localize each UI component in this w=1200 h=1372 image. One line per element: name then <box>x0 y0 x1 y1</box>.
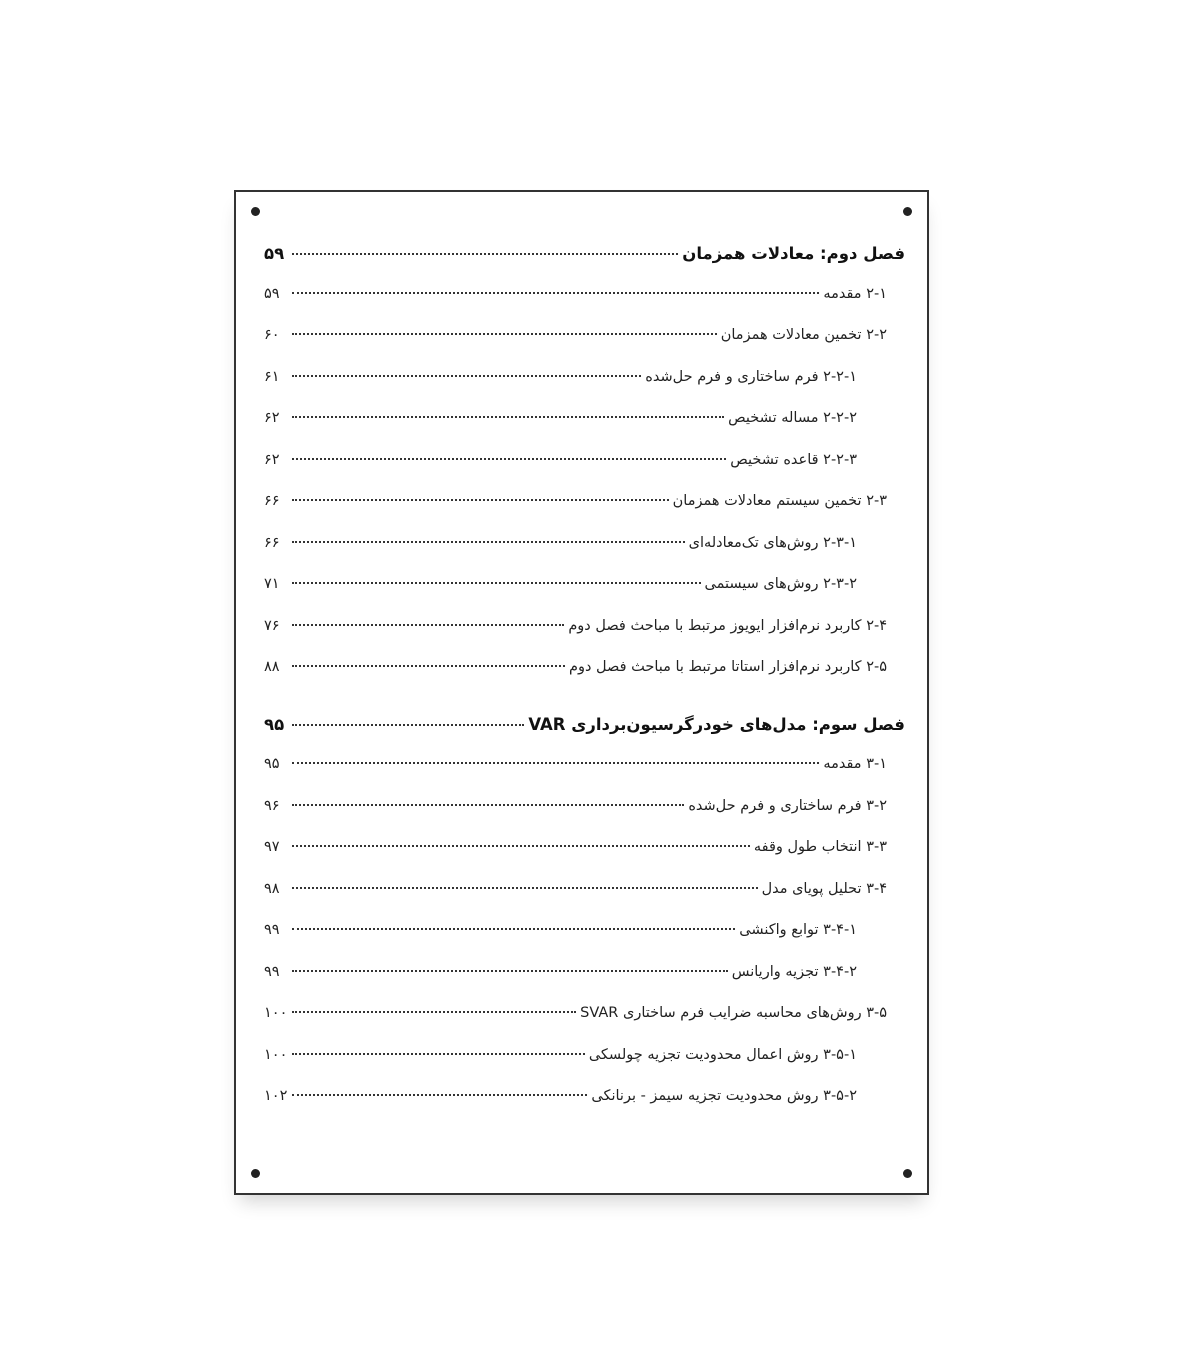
toc-page-number: ۶۶ <box>264 534 280 551</box>
dot-leader <box>292 624 564 626</box>
toc-page-number: ۵۹ <box>264 244 285 263</box>
dot-leader <box>292 1053 585 1055</box>
dot-leader <box>292 1094 587 1096</box>
toc-entry <box>264 756 905 798</box>
dot-leader <box>292 1011 576 1013</box>
toc-entry-title: ۳-۲ فرم ساختاری و فرم حل‌شده <box>688 797 887 814</box>
toc-entry <box>264 493 905 535</box>
toc-page-number: ۶۲ <box>264 410 280 426</box>
toc-page-number: ۹۷ <box>264 839 280 855</box>
dot-leader <box>292 375 641 377</box>
toc-entry <box>264 1047 905 1089</box>
toc-page-number: ۹۸ <box>264 880 280 897</box>
toc-entry <box>264 327 905 369</box>
dot-leader <box>292 762 819 764</box>
toc-page-number: ۹۹ <box>264 922 280 938</box>
dot-leader <box>292 582 701 584</box>
corner-dot-icon <box>251 207 260 216</box>
corner-dot-icon <box>903 207 912 216</box>
toc-page-number: ۱۰۰ <box>264 1046 288 1063</box>
toc-entry-title: فصل دوم: معادلات همزمان <box>682 244 905 263</box>
toc-entry-title: ۲-۲-۲ مساله تشخیص <box>728 410 857 426</box>
toc-entry <box>264 535 905 577</box>
toc-entry-title: ۲-۲ تخمین معادلات همزمان <box>720 327 887 343</box>
toc-entry-title: ۳-۵ روش‌های محاسبه ضرایب فرم ساختاری SVAR <box>580 1005 887 1021</box>
toc-page-number: ۱۰۰ <box>264 1005 288 1021</box>
toc-entry <box>264 618 905 660</box>
dot-leader <box>292 333 717 335</box>
dot-leader <box>292 253 678 255</box>
toc-entry-title: فصل سوم: مدل‌های خودرگرسیون‌برداری VAR <box>528 714 905 734</box>
toc-entry-title: ۲-۲-۱ فرم ساختاری و فرم حل‌شده <box>645 368 857 385</box>
table-of-contents <box>264 244 905 1130</box>
toc-entry <box>264 659 905 701</box>
toc-page-number: ۹۵ <box>264 714 285 734</box>
toc-entry-title: ۳-۴-۲ تجزیه واریانس <box>731 963 857 980</box>
toc-entry-title: ۳-۱ مقدمه <box>823 756 887 772</box>
dot-leader <box>292 845 750 847</box>
toc-page-number: ۷۱ <box>264 576 280 592</box>
dot-leader <box>292 665 565 667</box>
toc-entry <box>264 1088 905 1130</box>
toc-entry <box>264 881 905 923</box>
toc-entry-title: ۳-۳ انتخاب طول وقفه <box>753 839 887 855</box>
toc-page-number: ۹۹ <box>264 963 280 980</box>
toc-entry-title: ۲-۲-۳ قاعده تشخیص <box>730 451 857 468</box>
toc-page-number: ۶۲ <box>264 451 280 468</box>
toc-entry-title: ۲-۴ کاربرد نرم‌افزار ایویوز مرتبط با مباحث فصل دوم <box>568 617 887 634</box>
toc-entry <box>264 369 905 411</box>
toc-page-number: ۶۱ <box>264 368 280 385</box>
dot-leader <box>292 970 728 972</box>
toc-entry <box>264 286 905 328</box>
toc-page-number: ۱۰۲ <box>264 1088 288 1104</box>
dot-leader <box>292 416 724 418</box>
toc-entry-title: ۳-۵-۱ روش اعمال محدودیت تجزیه چولسکی <box>588 1046 857 1063</box>
dot-leader <box>292 804 684 806</box>
section-gap <box>264 701 905 715</box>
toc-entry <box>264 798 905 840</box>
toc-chapter-heading <box>264 244 905 286</box>
toc-entry-title: ۳-۵-۲ روش محدودیت تجزیه سیمز - برنانکی <box>591 1088 857 1104</box>
dot-leader <box>292 499 669 501</box>
toc-page-number: ۵۹ <box>264 285 280 302</box>
toc-entry <box>264 452 905 494</box>
toc-entry <box>264 839 905 881</box>
toc-entry-title: ۳-۴-۱ توابع واکنشی <box>739 922 857 938</box>
dot-leader <box>292 541 685 543</box>
toc-entry <box>264 964 905 1006</box>
dot-leader <box>292 292 819 294</box>
toc-page-number: ۷۶ <box>264 617 280 634</box>
toc-page-number: ۸۸ <box>264 659 280 675</box>
toc-entry-title: ۲-۳-۱ روش‌های تک‌معادله‌ای <box>688 534 857 551</box>
toc-entry <box>264 410 905 452</box>
dot-leader <box>292 928 735 930</box>
toc-page-number: ۹۶ <box>264 797 280 814</box>
dot-leader <box>292 724 524 726</box>
toc-entry <box>264 1005 905 1047</box>
toc-entry <box>264 922 905 964</box>
document-page <box>234 190 929 1195</box>
corner-dot-icon <box>251 1169 260 1178</box>
toc-entry-title: ۲-۳-۲ روش‌های سیستمی <box>704 576 857 592</box>
toc-entry-title: ۲-۱ مقدمه <box>823 285 887 302</box>
toc-entry-title: ۲-۵ کاربرد نرم‌افزار استاتا مرتبط با مباحث فصل دوم <box>568 659 887 675</box>
toc-chapter-heading <box>264 715 905 757</box>
toc-page-number: ۶۰ <box>264 327 280 343</box>
toc-entry <box>264 576 905 618</box>
toc-entry-title: ۳-۴ تحلیل پویای مدل <box>761 880 887 897</box>
dot-leader <box>292 887 758 889</box>
dot-leader <box>292 458 726 460</box>
toc-page-number: ۹۵ <box>264 756 280 772</box>
toc-entry-title: ۲-۳ تخمین سیستم معادلات همزمان <box>672 493 887 509</box>
toc-page-number: ۶۶ <box>264 493 280 509</box>
corner-dot-icon <box>903 1169 912 1178</box>
